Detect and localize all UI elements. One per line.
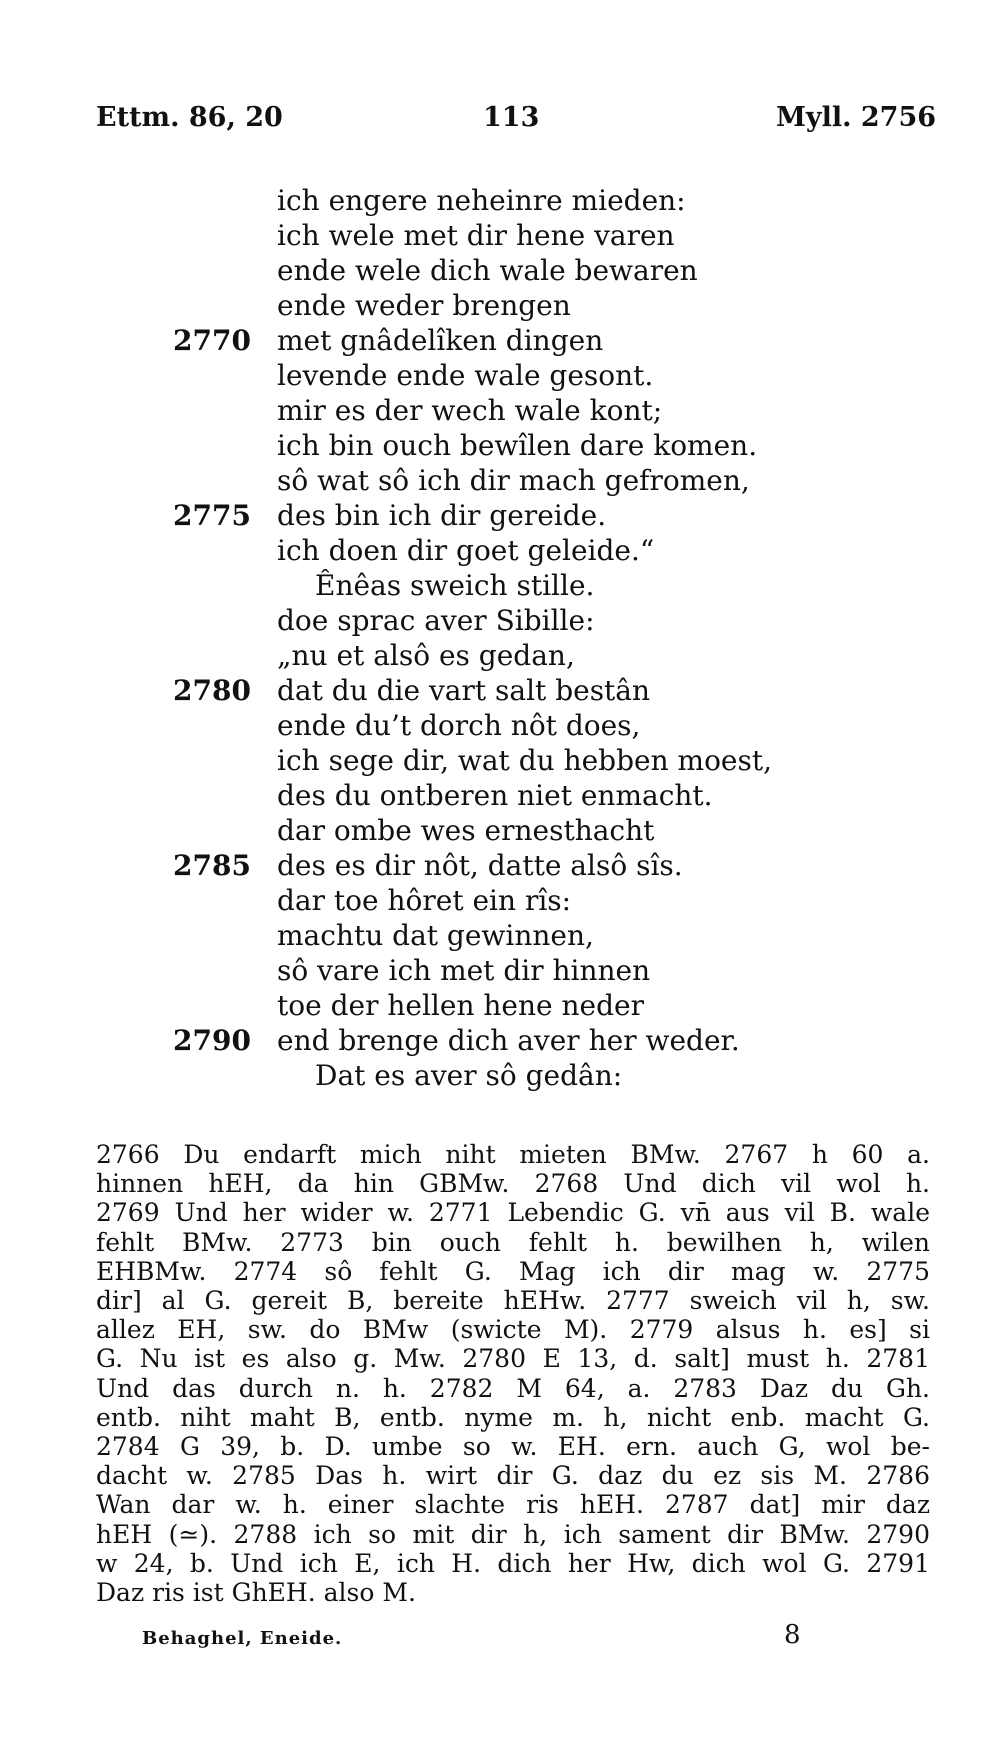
verse-line: ende wele dich wale bewaren bbox=[277, 254, 698, 287]
verse-line: ende weder brengen bbox=[277, 289, 571, 322]
verse-line: Ênêas sweich stille. bbox=[315, 569, 595, 602]
header-left-ref: Ettm. 86, 20 bbox=[96, 102, 283, 133]
apparatus-line: w 24, b. Und ich E, ich H. dich her Hw, dich wol G. 2791 bbox=[96, 1548, 930, 1578]
verse-line-number: 2780 bbox=[173, 674, 251, 707]
apparatus-line: allez EH, sw. do BMw (swicte M). 2779 alsus h. es] si bbox=[96, 1315, 930, 1345]
apparatus-line: hinnen hEH, da hin GBMw. 2768 Und dich vil wol h. bbox=[96, 1169, 930, 1199]
verse-line: dar ombe wes ernesthacht bbox=[277, 814, 655, 847]
verse-line: sô wat sô ich dir mach gefromen, bbox=[277, 464, 750, 497]
apparatus-line: Und das durch n. h. 2782 M 64, a. 2783 Daz du Gh. bbox=[96, 1373, 930, 1403]
apparatus-line: Daz ris ist GhEH. also M. bbox=[96, 1578, 416, 1608]
verse-line: ich bin ouch bewîlen dare komen. bbox=[277, 429, 758, 462]
apparatus-line: EHBMw. 2774 sô fehlt G. Mag ich dir mag w. 2775 bbox=[96, 1256, 930, 1286]
verse-line: ich sege dir, wat du hebben moest, bbox=[277, 744, 773, 777]
header-right-ref: Myll. 2756 bbox=[776, 102, 937, 133]
apparatus-line: G. Nu ist es also g. Mw. 2780 E 13, d. salt] must h. 2781 bbox=[96, 1344, 930, 1374]
verse-line: des du ontberen niet enmacht. bbox=[277, 779, 713, 812]
apparatus-line: 2766 Du endarft mich niht mieten BMw. 2767 h 60 a. bbox=[96, 1140, 930, 1169]
verse-line: mir es der wech wale kont; bbox=[277, 394, 663, 427]
apparatus-line: 2769 Und her wider w. 2771 Lebendic G. vn̄ aus vil B. wale bbox=[96, 1198, 930, 1228]
verse-line: Dat es aver sô gedân: bbox=[315, 1059, 623, 1092]
verse-line-number: 2775 bbox=[173, 499, 251, 532]
verse-line: „nu et alsô es gedan, bbox=[277, 639, 575, 672]
verse-line: toe der hellen hene neder bbox=[277, 989, 644, 1022]
verse-line-number: 2790 bbox=[173, 1024, 251, 1057]
apparatus-line: dir] al G. gereit B, bereite hEHw. 2777 sweich vil h, sw. bbox=[96, 1286, 930, 1316]
verse-line: end brenge dich aver her weder. bbox=[277, 1024, 740, 1057]
page-number: 113 bbox=[483, 102, 540, 133]
signature-mark: 8 bbox=[784, 1620, 801, 1650]
apparatus-line: hEH (≃). 2788 ich so mit dir h, ich sament dir BMw. 2790 bbox=[96, 1519, 930, 1549]
verse-line: doe sprac aver Sibille: bbox=[277, 604, 595, 637]
verse-line: dat du die vart salt bestân bbox=[277, 674, 651, 707]
verse-line: ich engere neheinre mieden: bbox=[277, 184, 686, 217]
verse-line: ende du’t dorch nôt does, bbox=[277, 709, 641, 742]
apparatus-line: 2784 G 39, b. D. umbe so w. EH. ern. auch G, wol be- bbox=[96, 1432, 930, 1462]
verse-line: ich wele met dir hene varen bbox=[277, 219, 675, 252]
signature-author: Behaghel, Eneide. bbox=[142, 1628, 343, 1649]
verse-line: levende ende wale gesont. bbox=[277, 359, 654, 392]
apparatus-line: fehlt BMw. 2773 bin ouch fehlt h. bewilhen h, wilen bbox=[96, 1227, 930, 1257]
verse-line: machtu dat gewinnen, bbox=[277, 919, 594, 952]
verse-line: met gnâdelîken dingen bbox=[277, 324, 604, 357]
verse-line: sô vare ich met dir hinnen bbox=[277, 954, 651, 987]
verse-line-number: 2770 bbox=[173, 324, 251, 357]
verse-line: des es dir nôt, datte alsô sîs. bbox=[277, 849, 683, 882]
verse-line-number: 2785 bbox=[173, 849, 251, 882]
verse-line: ich doen dir goet geleide.“ bbox=[277, 534, 655, 567]
verse-line: dar toe hôret ein rîs: bbox=[277, 884, 572, 917]
apparatus-line: dacht w. 2785 Das h. wirt dir G. daz du ez sis M. 2786 bbox=[96, 1461, 930, 1491]
verse-line: des bin ich dir gereide. bbox=[277, 499, 607, 532]
critical-apparatus bbox=[96, 1140, 930, 1607]
apparatus-line: Wan dar w. h. einer slachte ris hEH. 2787 dat] mir daz bbox=[96, 1490, 930, 1520]
apparatus-line: entb. niht maht B, entb. nyme m. h, nicht enb. macht G. bbox=[96, 1402, 930, 1432]
